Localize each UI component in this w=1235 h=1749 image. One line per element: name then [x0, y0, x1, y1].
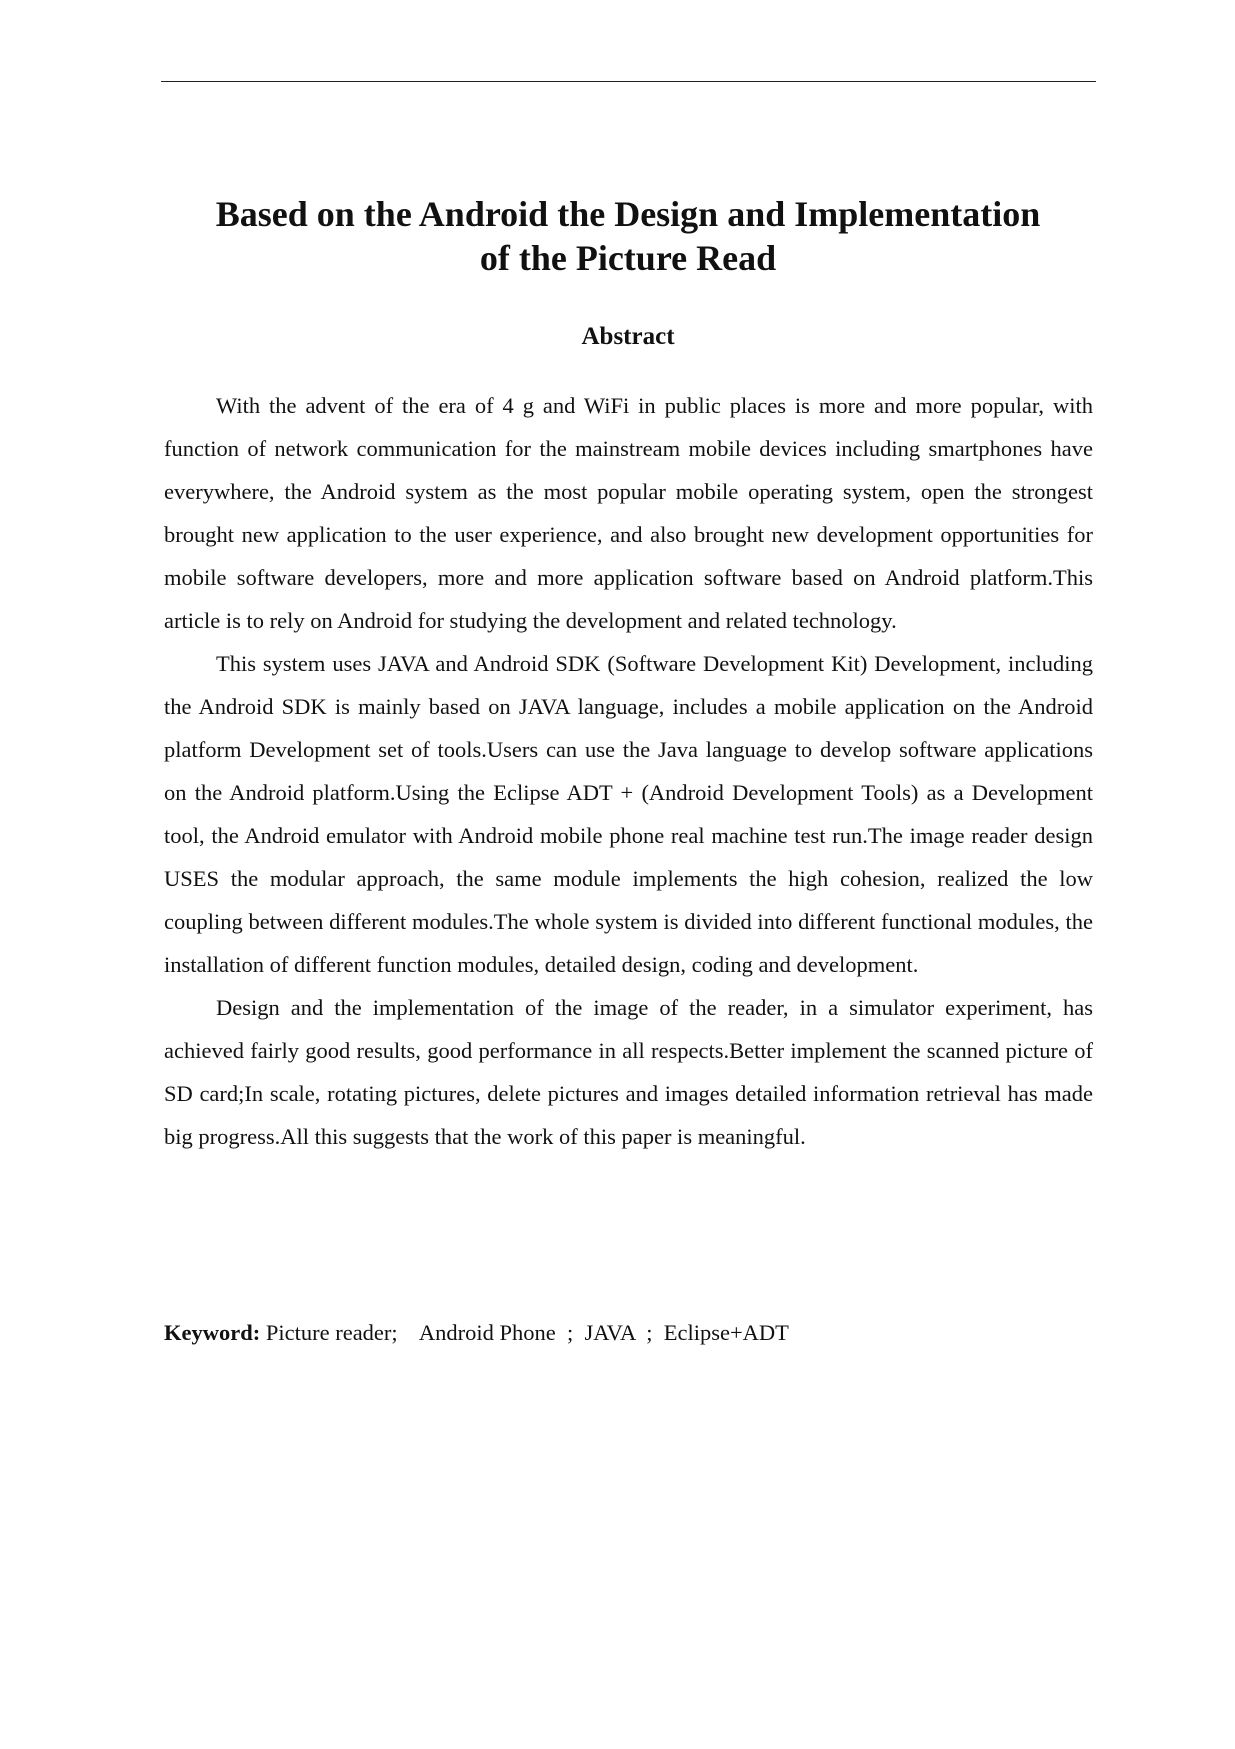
abstract-paragraph-2: This system uses JAVA and Android SDK (Software Development Kit) Development, including the Android SDK is mainly based on JAVA language, includes a mobile application on the Android platform Development set of tools.Users can use the Java language to develop software applications on the Android platform.Using the Eclipse ADT + (Android Development Tools) as a Development tool, the Android emulator with Android mobile phone real machine test run.The image reader design USES the modular approach, the same module implements the high cohesion, realized the low coupling between different modules.The whole system is divided into different functional modules, the installation of different function modules, detailed design, coding and development.	[164, 651, 1093, 977]
abstract-heading: Abstract	[581, 323, 675, 350]
keywords-text: Picture reader; Android Phone ; JAVA ; Eclipse+ADT	[260, 1320, 789, 1345]
abstract-body	[164, 384, 1093, 1158]
paper-title	[150, 192, 1106, 280]
keywords-line	[164, 1317, 1093, 1349]
abstract-paragraph-1: With the advent of the era of 4 g and WiFi in public places is more and more popular, with function of network communication for the mainstream mobile devices including smartphones have everywhere, the Android system as the most popular mobile operating system, open the strongest brought new application to the user experience, and also brought new development opportunities for mobile software developers, more and more application software based on Android platform.This article is to rely on Android for studying the development and related technology.	[164, 393, 1093, 633]
header-rule	[161, 81, 1096, 82]
title-line-1: Based on the Android the Design and Implementation	[215, 194, 1041, 234]
keywords-label: Keyword:	[164, 1320, 261, 1345]
title-line-2: of the Picture Read	[479, 238, 777, 278]
abstract-paragraph-3: Design and the implementation of the image of the reader, in a simulator experiment, has achieved fairly good results, good performance in all respects.Better implement the scanned picture of SD card;In scale, rotating pictures, delete pictures and images detailed information retrieval has made big progress.All this suggests that the work of this paper is meaningful.	[164, 995, 1093, 1149]
